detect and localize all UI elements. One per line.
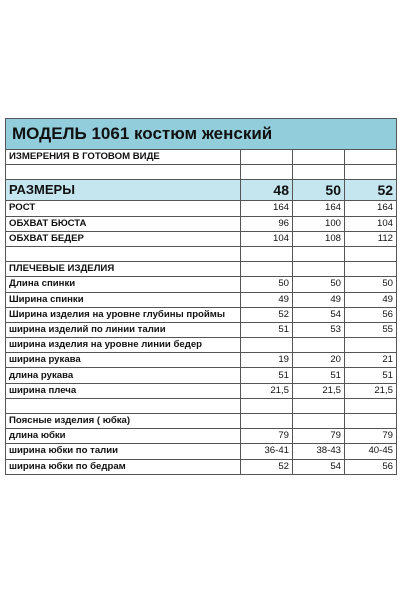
table-row	[6, 383, 397, 398]
row-label: ОБХВАТ БЕДЕР	[6, 231, 241, 246]
row-label: ширина плеча	[6, 383, 241, 398]
table-row	[6, 338, 397, 353]
measurement-value: 104	[241, 231, 293, 246]
section-heading: ПЛЕЧЕВЫЕ ИЗДЕЛИЯ	[6, 262, 241, 277]
measurement-value: 40-45	[345, 444, 397, 459]
measurement-value: 50	[293, 277, 345, 292]
measurement-value: 51	[345, 368, 397, 383]
measurement-value: 52	[241, 307, 293, 322]
measurement-value: 52	[241, 459, 293, 474]
section-row	[6, 262, 397, 277]
measurement-value: 104	[345, 216, 397, 231]
table-row	[6, 292, 397, 307]
measurement-value: 21,5	[345, 383, 397, 398]
table-row	[6, 429, 397, 444]
row-label: ширина юбки по талии	[6, 444, 241, 459]
measurement-value: 100	[293, 216, 345, 231]
row-label: ширина изделий по линии талии	[6, 322, 241, 337]
measurement-value: 38-43	[293, 444, 345, 459]
measurement-value: 21,5	[293, 383, 345, 398]
size-header: 48	[241, 180, 293, 201]
table-row	[6, 368, 397, 383]
measurement-value: 20	[293, 353, 345, 368]
row-label: длина юбки	[6, 429, 241, 444]
table-row	[6, 459, 397, 474]
measurement-value: 79	[241, 429, 293, 444]
measurement-value: 50	[345, 277, 397, 292]
table-row	[6, 307, 397, 322]
row-label: РОСТ	[6, 201, 241, 216]
measurement-value: 49	[293, 292, 345, 307]
measurement-value: 164	[293, 201, 345, 216]
measurement-value: 56	[345, 459, 397, 474]
table-row	[6, 353, 397, 368]
row-label: ширина изделия на уровне линии бедер	[6, 338, 241, 353]
measurements-subtitle: ИЗМЕРЕНИЯ В ГОТОВОМ ВИДЕ	[6, 150, 241, 165]
size-header: 50	[293, 180, 345, 201]
measurement-value: 55	[345, 322, 397, 337]
measurement-value: 51	[241, 322, 293, 337]
row-label: ОБХВАТ БЮСТА	[6, 216, 241, 231]
section-heading: Поясные изделия ( юбка)	[6, 414, 241, 429]
measurement-value: 51	[241, 368, 293, 383]
measurement-value: 51	[293, 368, 345, 383]
sizes-label: РАЗМЕРЫ	[6, 180, 241, 201]
row-label: Длина спинки	[6, 277, 241, 292]
measurement-value: 53	[293, 322, 345, 337]
measurement-value	[293, 338, 345, 353]
measurement-value: 21	[345, 353, 397, 368]
section-row	[6, 414, 397, 429]
measurement-value: 79	[293, 429, 345, 444]
row-label: Ширина изделия на уровне глубины проймы	[6, 307, 241, 322]
table-row	[6, 322, 397, 337]
measurement-value: 164	[241, 201, 293, 216]
size-chart	[5, 118, 396, 475]
table-row	[6, 216, 397, 231]
row-label: длина рукава	[6, 368, 241, 383]
measurement-value: 49	[345, 292, 397, 307]
row-label: ширина рукава	[6, 353, 241, 368]
blank-row	[6, 398, 397, 413]
measurement-value: 21,5	[241, 383, 293, 398]
sizes-row	[6, 180, 397, 201]
table-row	[6, 277, 397, 292]
measurement-value: 54	[293, 459, 345, 474]
measurement-value: 108	[293, 231, 345, 246]
table-row	[6, 201, 397, 216]
blank-row	[6, 165, 397, 180]
blank-row	[6, 246, 397, 261]
table-row	[6, 444, 397, 459]
measurement-value: 19	[241, 353, 293, 368]
measurement-value: 112	[345, 231, 397, 246]
row-label: Ширина спинки	[6, 292, 241, 307]
measurement-value: 54	[293, 307, 345, 322]
subtitle-row	[6, 150, 397, 165]
measurement-value	[345, 338, 397, 353]
measurement-value	[241, 338, 293, 353]
size-table	[5, 118, 397, 475]
title-row	[6, 119, 397, 150]
row-label: ширина юбки по бедрам	[6, 459, 241, 474]
table-row	[6, 231, 397, 246]
measurement-value: 164	[345, 201, 397, 216]
size-header: 52	[345, 180, 397, 201]
measurement-value: 56	[345, 307, 397, 322]
measurement-value: 36-41	[241, 444, 293, 459]
measurement-value: 96	[241, 216, 293, 231]
measurement-value: 49	[241, 292, 293, 307]
measurement-value: 79	[345, 429, 397, 444]
measurement-value: 50	[241, 277, 293, 292]
model-title: МОДЕЛЬ 1061 костюм женский	[6, 119, 397, 150]
